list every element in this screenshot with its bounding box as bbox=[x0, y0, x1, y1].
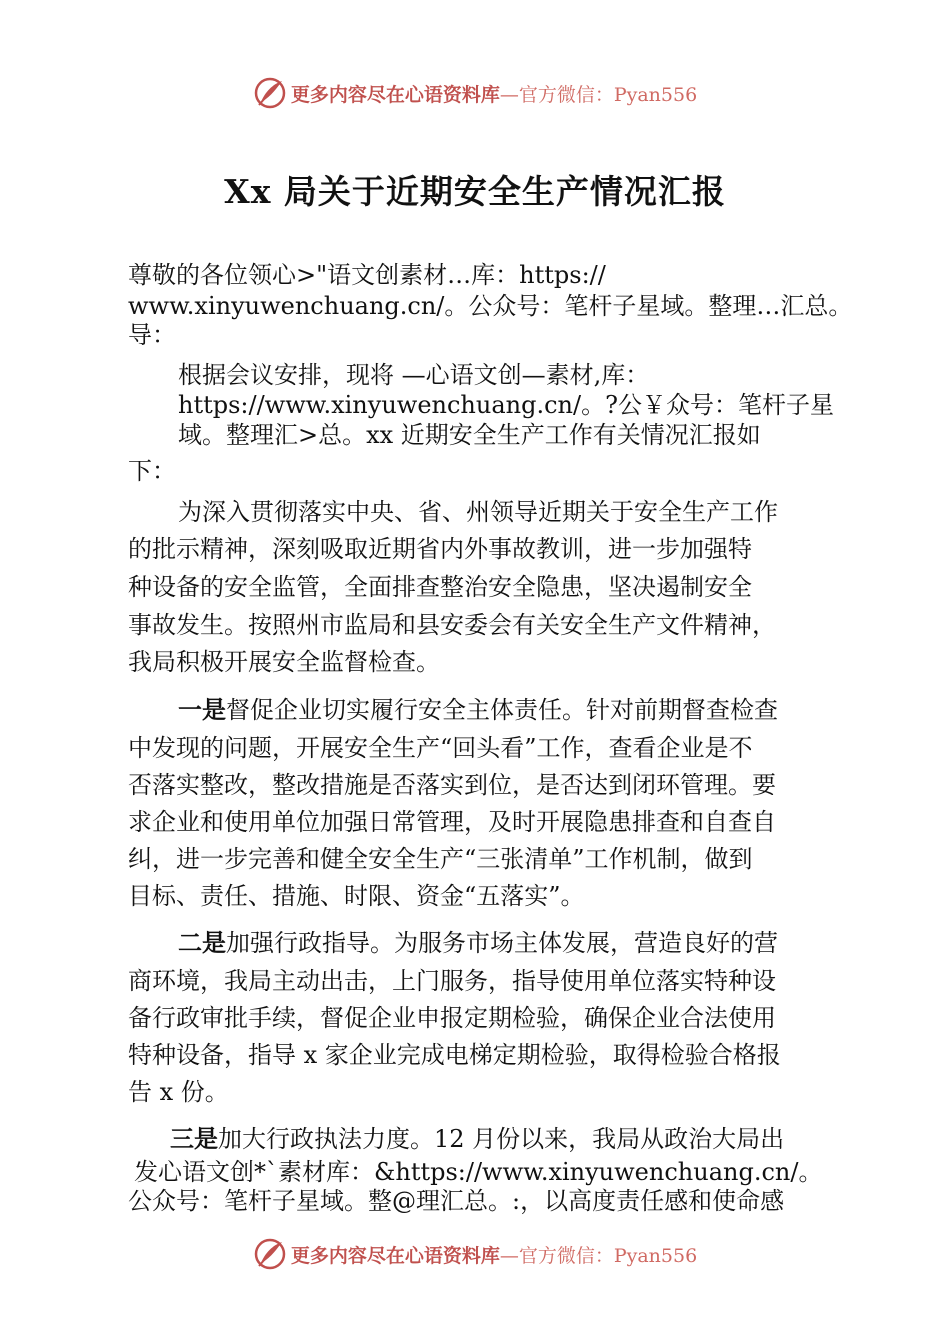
text-line: 否落实整改，整改措施是否落实到位，是否达到闭环管理。要 bbox=[128, 771, 776, 799]
banner-text: 更多内容尽在心语资料库—官方微信：Pyan556 bbox=[290, 1244, 698, 1267]
text-line: 事故发生。按照州市监局和县安委会有关安全生产文件精神， bbox=[128, 611, 776, 639]
text-line: 告 x 份。 bbox=[128, 1078, 229, 1106]
watermark-banner-top bbox=[0, 73, 950, 113]
text-line: 目标、责任、措施、时限、资金“五落实”。 bbox=[128, 882, 585, 910]
text-line: 中发现的问题，开展安全生产“回头看”工作，查看企业是不 bbox=[128, 734, 753, 762]
feather-pen-logo-icon bbox=[253, 1237, 287, 1271]
section-lead: 二是 bbox=[178, 929, 226, 957]
text-line: https://www.xinyuwenchuang.cn/。?公￥众号：笔杆子星 bbox=[178, 391, 834, 419]
watermark-banner-bottom bbox=[0, 1234, 950, 1274]
section-lead: 三是 bbox=[170, 1125, 218, 1153]
text-line: 发心语文创*`素材库：&https://www.xinyuwenchuang.cn/。 bbox=[134, 1158, 823, 1186]
text-line: 二是加强行政指导。为服务市场主体发展，营造良好的营 bbox=[178, 929, 778, 957]
text-line: 公众号：笔杆子星域。整@理汇总。:，以高度责任感和使命感 bbox=[128, 1187, 785, 1215]
section-lead: 一是 bbox=[178, 696, 226, 724]
text-line: 的批示精神，深刻吸取近期省内外事故教训，进一步加强特 bbox=[128, 535, 752, 563]
text-line: 特种设备，指导 x 家企业完成电梯定期检验，取得检验合格报 bbox=[128, 1041, 781, 1069]
text-line: 备行政审批手续，督促企业申报定期检验，确保企业合法使用 bbox=[128, 1004, 776, 1032]
text-line: 一是督促企业切实履行安全主体责任。针对前期督查检查 bbox=[178, 696, 778, 724]
text-line: 下： bbox=[128, 457, 176, 485]
text-line: 种设备的安全监管，全面排查整治安全隐患，坚决遏制安全 bbox=[128, 573, 752, 601]
text-line: 纠，进一步完善和健全安全生产“三张清单”工作机制，做到 bbox=[128, 845, 753, 873]
text-line: 尊敬的各位领心>"语文创素材…库：https:// bbox=[128, 261, 606, 289]
text-line: 为深入贯彻落实中央、省、州领导近期关于安全生产工作 bbox=[178, 498, 778, 526]
text-line: 求企业和使用单位加强日常管理，及时开展隐患排查和自查自 bbox=[128, 808, 776, 836]
text-line: 三是加大行政执法力度。12 月份以来，我局从政治大局出 bbox=[170, 1125, 785, 1153]
text-line: www.xinyuwenchuang.cn/。公众号：笔杆子星域。整理…汇总。 bbox=[128, 292, 853, 320]
feather-pen-logo-icon bbox=[253, 76, 287, 110]
text-line: 导： bbox=[128, 321, 176, 349]
text-line: 我局积极开展安全监督检查。 bbox=[128, 648, 440, 676]
text-line: 域。整理汇>总。xx 近期安全生产工作有关情况汇报如 bbox=[178, 421, 761, 449]
text-line: 商环境，我局主动出击，上门服务，指导使用单位落实特种设 bbox=[128, 967, 776, 995]
banner-text: 更多内容尽在心语资料库—官方微信：Pyan556 bbox=[290, 83, 698, 106]
document-title: Xx 局关于近期安全生产情况汇报 bbox=[224, 172, 726, 211]
text-line: 根据会议安排，现将 —心语文创—素材,库： bbox=[178, 361, 650, 389]
